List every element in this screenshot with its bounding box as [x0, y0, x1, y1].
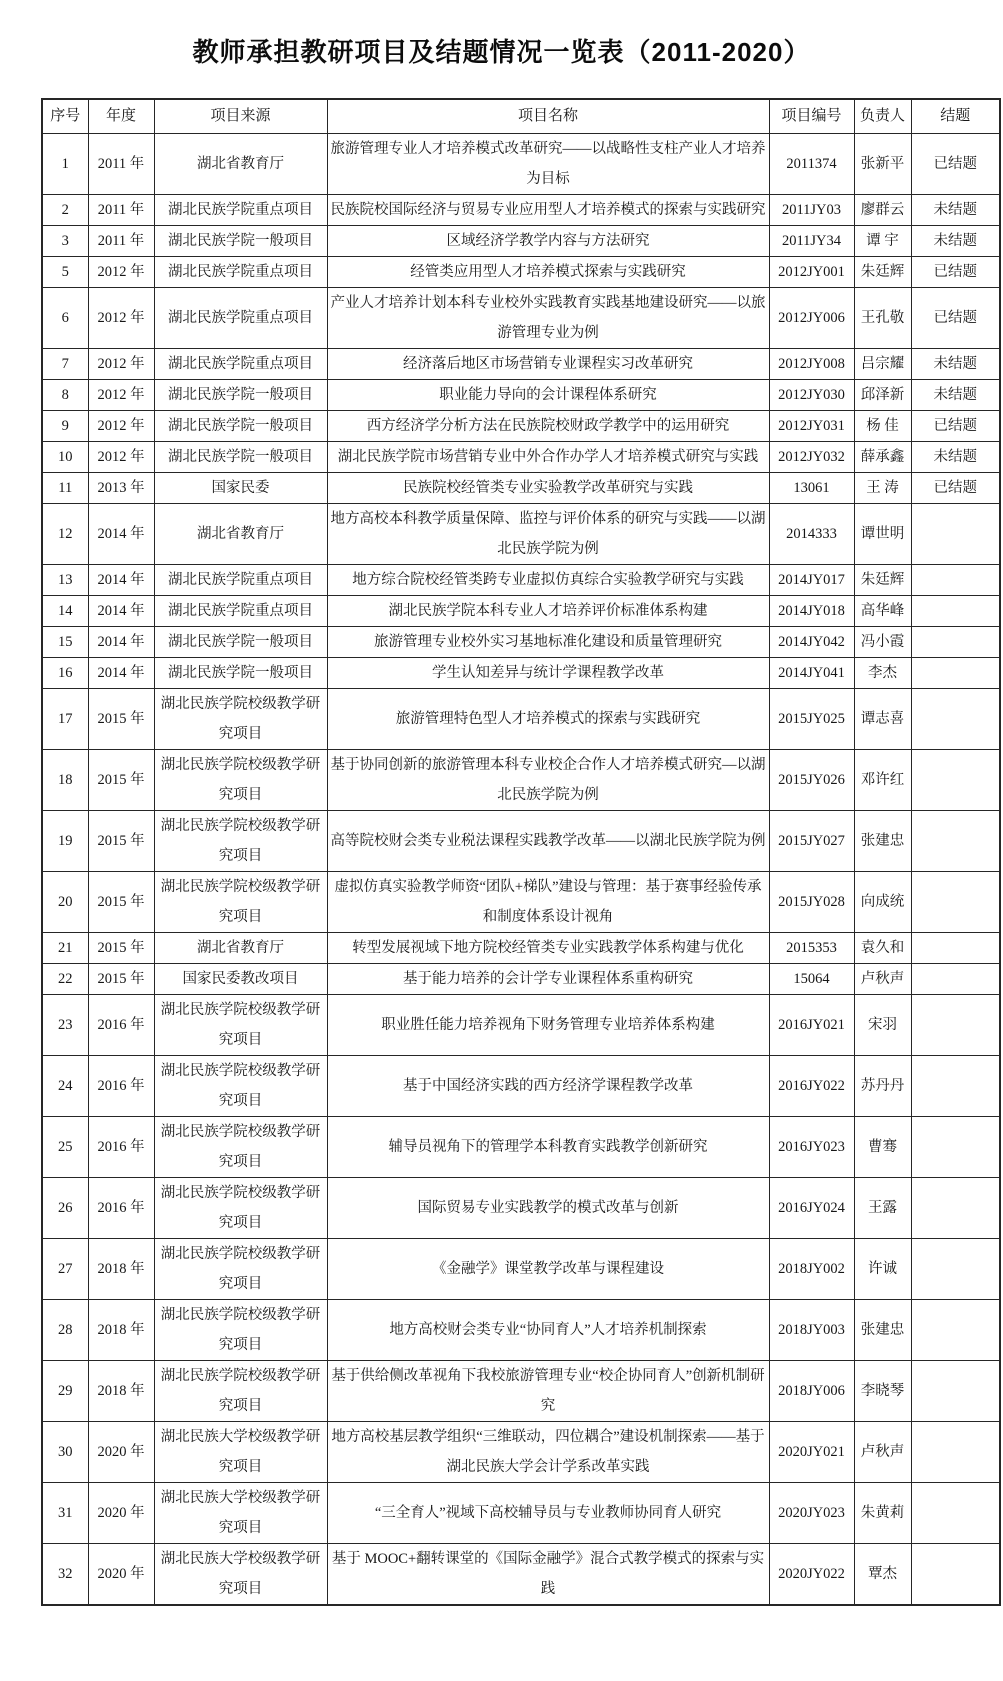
cell-source: 湖北民族学院校级教学研究项目 [154, 750, 327, 811]
cell-title: 基于能力培养的会计学专业课程体系重构研究 [327, 964, 769, 995]
cell-index: 24 [42, 1056, 88, 1117]
cell-code: 2014JY017 [769, 565, 854, 596]
cell-status [911, 1300, 1000, 1361]
cell-leader: 杨 佳 [854, 411, 911, 442]
cell-year: 2015 年 [88, 750, 154, 811]
cell-year: 2016 年 [88, 1056, 154, 1117]
cell-source: 湖北民族学院校级教学研究项目 [154, 1056, 327, 1117]
cell-year: 2015 年 [88, 872, 154, 933]
cell-code: 2012JY031 [769, 411, 854, 442]
table-row [42, 750, 1000, 811]
cell-code: 2011JY03 [769, 195, 854, 226]
cell-source: 湖北民族学院校级教学研究项目 [154, 689, 327, 750]
cell-leader: 卢秋声 [854, 964, 911, 995]
table-row [42, 226, 1000, 257]
page-title: 教师承担教研项目及结题情况一览表（2011-2020） [192, 37, 811, 67]
cell-status [911, 1483, 1000, 1544]
cell-title: 基于 MOOC+翻转课堂的《国际金融学》混合式教学模式的探索与实践 [327, 1544, 769, 1606]
cell-year: 2016 年 [88, 995, 154, 1056]
cell-leader: 苏丹丹 [854, 1056, 911, 1117]
cell-index: 17 [42, 689, 88, 750]
cell-leader: 向成统 [854, 872, 911, 933]
cell-leader: 谭 宇 [854, 226, 911, 257]
cell-index: 1 [42, 134, 88, 195]
table-row [42, 411, 1000, 442]
cell-index: 14 [42, 596, 88, 627]
cell-status: 未结题 [911, 226, 1000, 257]
cell-title: 学生认知差异与统计学课程教学改革 [327, 658, 769, 689]
cell-title: 地方综合院校经管类跨专业虚拟仿真综合实验教学研究与实践 [327, 565, 769, 596]
cell-year: 2012 年 [88, 380, 154, 411]
cell-status: 未结题 [911, 195, 1000, 226]
cell-code: 2014333 [769, 504, 854, 565]
cell-title: 经济落后地区市场营销专业课程实习改革研究 [327, 349, 769, 380]
cell-code: 2014JY018 [769, 596, 854, 627]
cell-index: 12 [42, 504, 88, 565]
cell-source: 湖北省教育厅 [154, 504, 327, 565]
cell-source: 湖北民族学院重点项目 [154, 257, 327, 288]
cell-code: 2015JY026 [769, 750, 854, 811]
table-row [42, 689, 1000, 750]
cell-leader: 薛承鑫 [854, 442, 911, 473]
cell-code: 2015JY027 [769, 811, 854, 872]
cell-title: 民族院校经管类专业实验教学改革研究与实践 [327, 473, 769, 504]
cell-code: 15064 [769, 964, 854, 995]
cell-leader: 廖群云 [854, 195, 911, 226]
cell-title: 旅游管理特色型人才培养模式的探索与实践研究 [327, 689, 769, 750]
cell-code: 2012JY008 [769, 349, 854, 380]
cell-index: 23 [42, 995, 88, 1056]
cell-status [911, 750, 1000, 811]
cell-leader: 曹骞 [854, 1117, 911, 1178]
cell-title: 地方高校本科教学质量保障、监控与评价体系的研究与实践——以湖北民族学院为例 [327, 504, 769, 565]
cell-leader: 张建忠 [854, 1300, 911, 1361]
cell-source: 湖北民族学院一般项目 [154, 380, 327, 411]
cell-source: 湖北民族学院重点项目 [154, 288, 327, 349]
cell-leader: 邱泽新 [854, 380, 911, 411]
cell-status: 未结题 [911, 442, 1000, 473]
cell-status [911, 995, 1000, 1056]
cell-title: 地方高校财会类专业“协同育人”人才培养机制探索 [327, 1300, 769, 1361]
projects-table-body [42, 134, 1000, 1606]
cell-title: 基于供给侧改革视角下我校旅游管理专业“校企协同育人”创新机制研究 [327, 1361, 769, 1422]
cell-title: “三全育人”视域下高校辅导员与专业教师协同育人研究 [327, 1483, 769, 1544]
table-row [42, 195, 1000, 226]
cell-status [911, 964, 1000, 995]
cell-title: 国际贸易专业实践教学的模式改革与创新 [327, 1178, 769, 1239]
cell-status [911, 689, 1000, 750]
cell-code: 2016JY023 [769, 1117, 854, 1178]
cell-code: 2015JY028 [769, 872, 854, 933]
cell-year: 2012 年 [88, 288, 154, 349]
table-row [42, 380, 1000, 411]
cell-title: 民族院校国际经济与贸易专业应用型人才培养模式的探索与实践研究 [327, 195, 769, 226]
cell-code: 2012JY006 [769, 288, 854, 349]
cell-leader: 许诚 [854, 1239, 911, 1300]
cell-index: 30 [42, 1422, 88, 1483]
cell-title: 旅游管理专业校外实习基地标准化建设和质量管理研究 [327, 627, 769, 658]
cell-code: 2016JY022 [769, 1056, 854, 1117]
cell-source: 湖北省教育厅 [154, 933, 327, 964]
cell-title: 转型发展视域下地方院校经管类专业实践教学体系构建与优化 [327, 933, 769, 964]
cell-index: 5 [42, 257, 88, 288]
cell-index: 16 [42, 658, 88, 689]
cell-code: 2020JY023 [769, 1483, 854, 1544]
cell-source: 湖北民族学院一般项目 [154, 226, 327, 257]
cell-source: 湖北民族大学校级教学研究项目 [154, 1544, 327, 1606]
cell-year: 2016 年 [88, 1117, 154, 1178]
cell-source: 湖北民族学院重点项目 [154, 596, 327, 627]
table-row [42, 933, 1000, 964]
cell-source: 国家民委教改项目 [154, 964, 327, 995]
cell-year: 2011 年 [88, 134, 154, 195]
cell-status: 未结题 [911, 380, 1000, 411]
cell-leader: 王露 [854, 1178, 911, 1239]
table-row [42, 872, 1000, 933]
cell-index: 3 [42, 226, 88, 257]
cell-source: 湖北省教育厅 [154, 134, 327, 195]
cell-leader: 邓许红 [854, 750, 911, 811]
table-row [42, 565, 1000, 596]
table-row [42, 811, 1000, 872]
cell-leader: 朱廷辉 [854, 257, 911, 288]
column-header-index: 序号 [42, 99, 88, 134]
cell-leader: 覃杰 [854, 1544, 911, 1606]
table-row [42, 1483, 1000, 1544]
cell-source: 湖北民族学院校级教学研究项目 [154, 1117, 327, 1178]
cell-index: 19 [42, 811, 88, 872]
cell-title: 湖北民族学院市场营销专业中外合作办学人才培养模式研究与实践 [327, 442, 769, 473]
cell-leader: 王孔敬 [854, 288, 911, 349]
cell-leader: 谭世明 [854, 504, 911, 565]
cell-source: 湖北民族学院重点项目 [154, 565, 327, 596]
cell-leader: 谭志喜 [854, 689, 911, 750]
cell-source: 湖北民族学院校级教学研究项目 [154, 811, 327, 872]
cell-leader: 朱廷辉 [854, 565, 911, 596]
cell-status [911, 658, 1000, 689]
cell-source: 湖北民族学院重点项目 [154, 195, 327, 226]
cell-status: 已结题 [911, 134, 1000, 195]
table-row [42, 1422, 1000, 1483]
cell-leader: 高华峰 [854, 596, 911, 627]
table-row [42, 658, 1000, 689]
table-row [42, 964, 1000, 995]
cell-title: 基于中国经济实践的西方经济学课程教学改革 [327, 1056, 769, 1117]
cell-title: 西方经济学分析方法在民族院校财政学教学中的运用研究 [327, 411, 769, 442]
cell-status [911, 1117, 1000, 1178]
cell-index: 27 [42, 1239, 88, 1300]
cell-title: 基于协同创新的旅游管理本科专业校企合作人才培养模式研究—以湖北民族学院为例 [327, 750, 769, 811]
cell-code: 2016JY024 [769, 1178, 854, 1239]
cell-leader: 张建忠 [854, 811, 911, 872]
table-row [42, 995, 1000, 1056]
cell-year: 2015 年 [88, 689, 154, 750]
table-row [42, 1239, 1000, 1300]
column-header-status: 结题 [911, 99, 1000, 134]
projects-table [41, 98, 1001, 1606]
cell-code: 2014JY042 [769, 627, 854, 658]
cell-code: 2018JY003 [769, 1300, 854, 1361]
cell-leader: 朱黄莉 [854, 1483, 911, 1544]
cell-year: 2020 年 [88, 1483, 154, 1544]
cell-leader: 卢秋声 [854, 1422, 911, 1483]
cell-source: 湖北民族学院重点项目 [154, 349, 327, 380]
cell-leader: 冯小霞 [854, 627, 911, 658]
table-row [42, 1361, 1000, 1422]
table-row [42, 1178, 1000, 1239]
cell-title: 《金融学》课堂教学改革与课程建设 [327, 1239, 769, 1300]
table-row [42, 349, 1000, 380]
cell-status [911, 1361, 1000, 1422]
cell-source: 湖北民族学院校级教学研究项目 [154, 1178, 327, 1239]
table-row [42, 288, 1000, 349]
cell-status: 已结题 [911, 288, 1000, 349]
cell-code: 2016JY021 [769, 995, 854, 1056]
cell-title: 旅游管理专业人才培养模式改革研究——以战略性支柱产业人才培养为目标 [327, 134, 769, 195]
cell-code: 2011374 [769, 134, 854, 195]
cell-index: 15 [42, 627, 88, 658]
cell-year: 2012 年 [88, 349, 154, 380]
cell-code: 2012JY030 [769, 380, 854, 411]
cell-year: 2014 年 [88, 504, 154, 565]
cell-year: 2014 年 [88, 658, 154, 689]
cell-leader: 宋羽 [854, 995, 911, 1056]
cell-source: 湖北民族学院一般项目 [154, 627, 327, 658]
cell-year: 2015 年 [88, 964, 154, 995]
cell-index: 32 [42, 1544, 88, 1606]
cell-code: 2014JY041 [769, 658, 854, 689]
cell-index: 6 [42, 288, 88, 349]
cell-year: 2015 年 [88, 811, 154, 872]
cell-status [911, 565, 1000, 596]
cell-source: 湖北民族学院校级教学研究项目 [154, 995, 327, 1056]
cell-source: 湖北民族学院校级教学研究项目 [154, 1300, 327, 1361]
column-header-code: 项目编号 [769, 99, 854, 134]
cell-index: 8 [42, 380, 88, 411]
cell-source: 国家民委 [154, 473, 327, 504]
cell-leader: 张新平 [854, 134, 911, 195]
cell-year: 2012 年 [88, 257, 154, 288]
cell-year: 2014 年 [88, 596, 154, 627]
cell-leader: 王 涛 [854, 473, 911, 504]
cell-code: 2011JY34 [769, 226, 854, 257]
cell-index: 7 [42, 349, 88, 380]
table-row [42, 442, 1000, 473]
cell-status [911, 1056, 1000, 1117]
cell-year: 2016 年 [88, 1178, 154, 1239]
cell-status [911, 1422, 1000, 1483]
cell-source: 湖北民族学院一般项目 [154, 442, 327, 473]
cell-leader: 李晓琴 [854, 1361, 911, 1422]
cell-source: 湖北民族学院校级教学研究项目 [154, 1239, 327, 1300]
cell-status [911, 504, 1000, 565]
cell-code: 2018JY002 [769, 1239, 854, 1300]
cell-source: 湖北民族学院一般项目 [154, 658, 327, 689]
column-header-leader: 负责人 [854, 99, 911, 134]
cell-source: 湖北民族学院校级教学研究项目 [154, 872, 327, 933]
column-header-title: 项目名称 [327, 99, 769, 134]
table-row [42, 134, 1000, 195]
cell-title: 地方高校基层教学组织“三维联动，四位耦合”建设机制探索——基于湖北民族大学会计学系改革实践 [327, 1422, 769, 1483]
cell-year: 2015 年 [88, 933, 154, 964]
cell-year: 2011 年 [88, 226, 154, 257]
cell-status: 未结题 [911, 349, 1000, 380]
cell-status [911, 596, 1000, 627]
cell-title: 辅导员视角下的管理学本科教育实践教学创新研究 [327, 1117, 769, 1178]
cell-code: 2012JY032 [769, 442, 854, 473]
table-row [42, 1544, 1000, 1606]
cell-index: 25 [42, 1117, 88, 1178]
table-row [42, 627, 1000, 658]
cell-code: 2018JY006 [769, 1361, 854, 1422]
cell-index: 9 [42, 411, 88, 442]
cell-status [911, 811, 1000, 872]
cell-year: 2013 年 [88, 473, 154, 504]
cell-year: 2014 年 [88, 565, 154, 596]
cell-code: 2020JY022 [769, 1544, 854, 1606]
cell-leader: 吕宗耀 [854, 349, 911, 380]
cell-status [911, 627, 1000, 658]
cell-status [911, 1239, 1000, 1300]
cell-title: 职业能力导向的会计课程体系研究 [327, 380, 769, 411]
cell-year: 2014 年 [88, 627, 154, 658]
cell-title: 经管类应用型人才培养模式探索与实践研究 [327, 257, 769, 288]
cell-index: 31 [42, 1483, 88, 1544]
cell-title: 职业胜任能力培养视角下财务管理专业培养体系构建 [327, 995, 769, 1056]
cell-index: 26 [42, 1178, 88, 1239]
table-row [42, 504, 1000, 565]
cell-year: 2018 年 [88, 1361, 154, 1422]
column-header-year: 年度 [88, 99, 154, 134]
cell-index: 2 [42, 195, 88, 226]
cell-year: 2012 年 [88, 442, 154, 473]
cell-index: 28 [42, 1300, 88, 1361]
table-row [42, 596, 1000, 627]
cell-leader: 袁久和 [854, 933, 911, 964]
cell-code: 13061 [769, 473, 854, 504]
cell-year: 2020 年 [88, 1422, 154, 1483]
cell-index: 18 [42, 750, 88, 811]
cell-source: 湖北民族学院一般项目 [154, 411, 327, 442]
table-row [42, 1056, 1000, 1117]
cell-source: 湖北民族学院校级教学研究项目 [154, 1361, 327, 1422]
cell-code: 2012JY001 [769, 257, 854, 288]
cell-title: 高等院校财会类专业税法课程实践教学改革——以湖北民族学院为例 [327, 811, 769, 872]
cell-index: 20 [42, 872, 88, 933]
cell-code: 2020JY021 [769, 1422, 854, 1483]
column-header-source: 项目来源 [154, 99, 327, 134]
cell-status: 已结题 [911, 473, 1000, 504]
cell-source: 湖北民族大学校级教学研究项目 [154, 1483, 327, 1544]
table-row [42, 257, 1000, 288]
cell-year: 2018 年 [88, 1300, 154, 1361]
cell-title: 区域经济学教学内容与方法研究 [327, 226, 769, 257]
cell-title: 湖北民族学院本科专业人才培养评价标准体系构建 [327, 596, 769, 627]
cell-source: 湖北民族大学校级教学研究项目 [154, 1422, 327, 1483]
table-row [42, 473, 1000, 504]
cell-status [911, 872, 1000, 933]
cell-code: 2015JY025 [769, 689, 854, 750]
cell-leader: 李杰 [854, 658, 911, 689]
cell-title: 虚拟仿真实验教学师资“团队+梯队”建设与管理：基于赛事经验传承和制度体系设计视角 [327, 872, 769, 933]
cell-index: 10 [42, 442, 88, 473]
cell-status [911, 1178, 1000, 1239]
cell-index: 11 [42, 473, 88, 504]
cell-index: 13 [42, 565, 88, 596]
cell-status: 已结题 [911, 411, 1000, 442]
table-row [42, 1300, 1000, 1361]
cell-year: 2012 年 [88, 411, 154, 442]
cell-title: 产业人才培养计划本科专业校外实践教育实践基地建设研究——以旅游管理专业为例 [327, 288, 769, 349]
cell-code: 2015353 [769, 933, 854, 964]
cell-year: 2020 年 [88, 1544, 154, 1606]
table-row [42, 1117, 1000, 1178]
cell-index: 21 [42, 933, 88, 964]
cell-year: 2018 年 [88, 1239, 154, 1300]
cell-status [911, 933, 1000, 964]
cell-status: 已结题 [911, 257, 1000, 288]
cell-year: 2011 年 [88, 195, 154, 226]
cell-index: 29 [42, 1361, 88, 1422]
cell-status [911, 1544, 1000, 1606]
cell-index: 22 [42, 964, 88, 995]
table-header-row [42, 99, 1000, 134]
